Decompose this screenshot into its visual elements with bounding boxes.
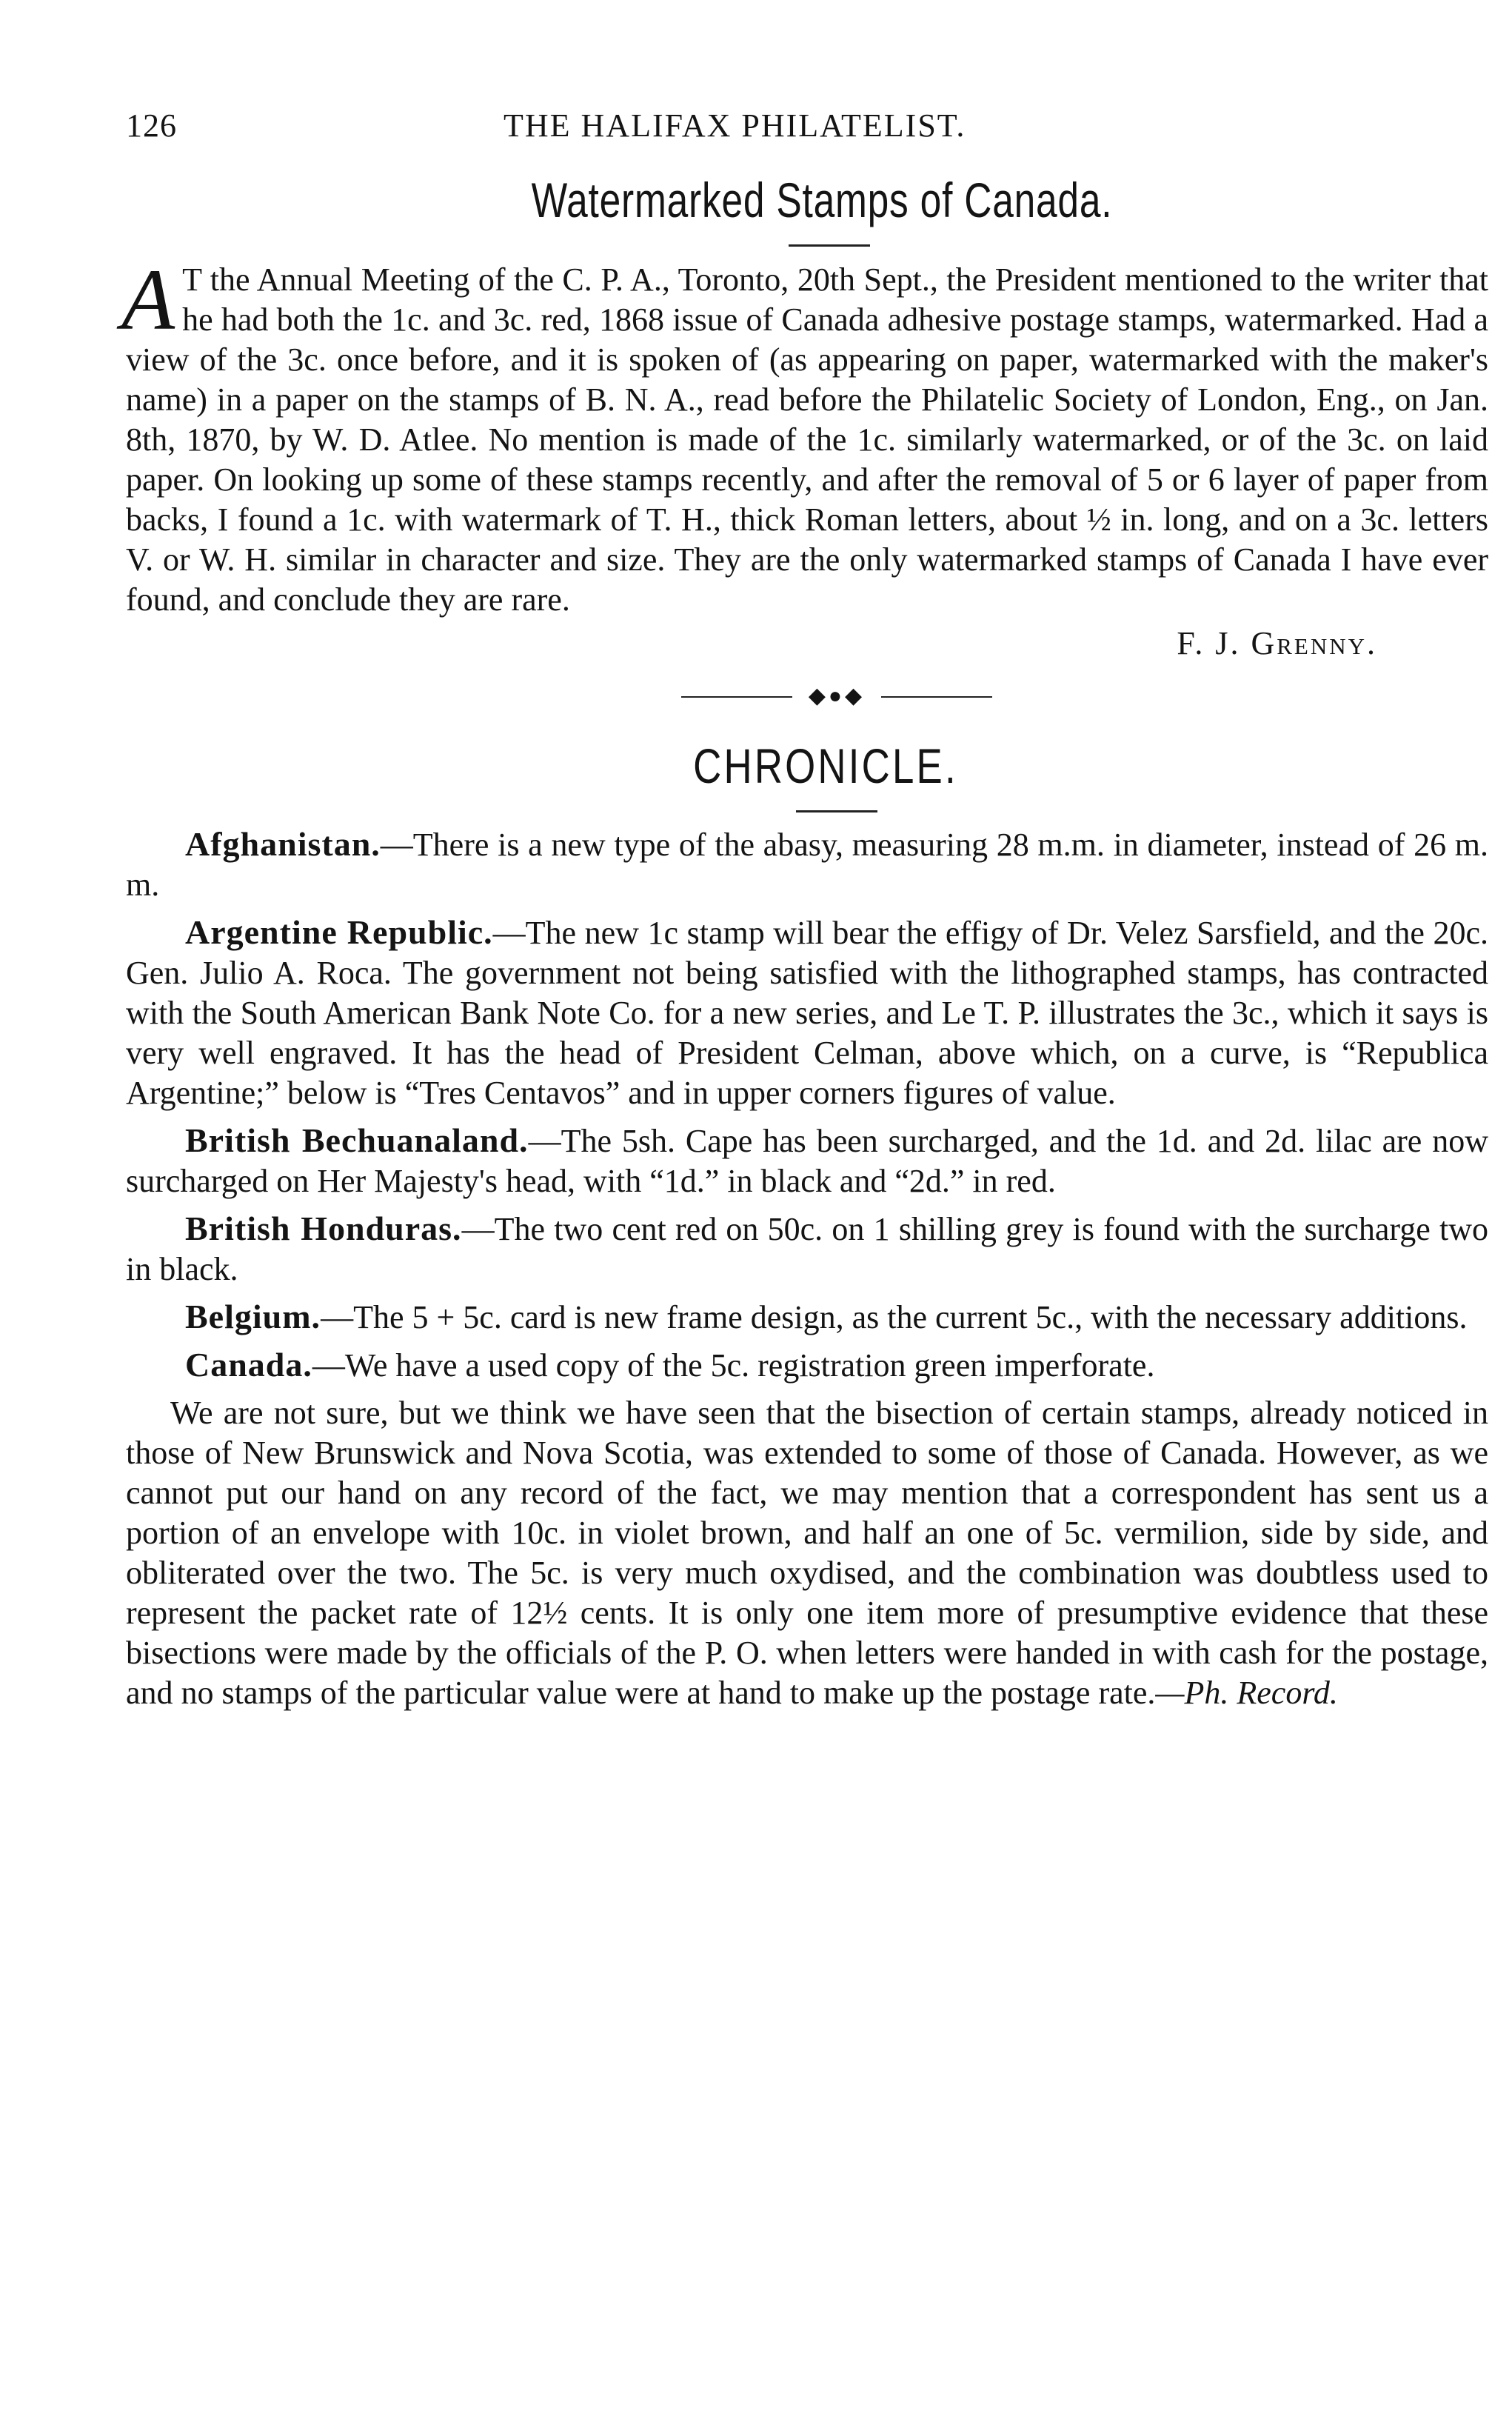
journal-title: THE HALIFAX PHILATELIST. <box>504 107 966 144</box>
chronicle-entry-british-bechuanaland <box>126 1121 1488 1201</box>
article-text: T the Annual Meeting of the C. P. A., Toronto, 20th Sept., the President mentioned to the writer that he had both the 1c. and 3c. red, 1868 issue of Canada adhesive postage stamps, watermarked. Had a view of the 3c. once before, and it is spoken of (as appearing on paper, watermarked with the maker's name) in a paper on the stamps of B. N. A., read before the Philatelic Society of London, Eng., on Jan. 8th, 1870, by W. D. Atlee. No mention is made of the 1c. similarly watermarked, or of the 3c. on laid paper. On looking up some of these stamps recently, and after the removal of 5 or 6 layer of paper from backs, I found a 1c. with watermark of T. H., thick Roman letters, about ½ in. long, and on a 3c. letters V. or W. H. similar in character and size. They are the only watermarked stamps of Canada I have ever found, and conclude they are rare. <box>126 261 1488 618</box>
entry-text: —There is a new type of the abasy, measuring 28 m.m. in diameter, instead of 26 m. m. <box>126 827 1488 903</box>
chronicle-entry-british-honduras <box>126 1209 1488 1289</box>
chronicle-closing-paragraph <box>126 1393 1488 1713</box>
chronicle-title: CHRONICLE. <box>693 738 958 793</box>
chronicle-entry-belgium <box>126 1297 1488 1338</box>
entry-heading: British Honduras. <box>185 1209 462 1247</box>
drop-cap: A <box>121 251 175 348</box>
entry-heading: Belgium. <box>185 1298 321 1335</box>
ornament-mark: ◆●◆ <box>808 684 866 708</box>
entry-text: —The two cent red on 50c. on 1 shilling grey is found with the surcharge two in black. <box>126 1211 1488 1287</box>
entry-text: —The new 1c stamp will bear the effigy of Dr. Velez Sarsfield, and the 20c. Gen. Julio A. Roca. The government not being satisfied with the lithographed stamps, has contracted with the South American Bank Note Co. for a new series, and Le T. P. illustrates the 3c., which it says is very well engraved. It has the head of President Celman, above which, on a curve, is “Republica Argentine;” below is “Tres Centavos” and in upper corners figures of value. <box>126 915 1488 1111</box>
running-head <box>126 96 1488 156</box>
article-title: Watermarked Stamps of Canada. <box>531 173 1113 227</box>
closing-text: We are not sure, but we think we have seen that the bisection of certain stamps, already noticed in those of New Brunswick and Nova Scotia, was extended to some of those of Canada. However, as we cannot put our hand on any record of the fact, we may mention that a correspondent has sent us a portion of an envelope with 10c. in violet brown, and half an one of 5c. vermilion, side by side, and obliterated over the two. The 5c. is very much oxydised, and the combination was doubtless used to represent the packet rate of 12½ cents. It is only one item more of presumptive evidence that these bisections were made by the officials of the P. O. when letters were handed in with cash for the postage, and no stamps of the particular value were at hand to make up the postage rate. <box>126 1395 1488 1711</box>
article-paragraph <box>121 251 1488 620</box>
ornament-rule-left <box>681 696 792 698</box>
entry-heading: British Bechuanaland. <box>185 1121 529 1159</box>
entry-text: —The 5sh. Cape has been surcharged, and the 1d. and 2d. lilac are now surcharged on Her Majesty's head, with “1d.” in black and “2d.” in red. <box>126 1123 1488 1199</box>
entry-text: —The 5 + 5c. card is new frame design, as the current 5c., with the necessary additions. <box>321 1299 1468 1335</box>
entry-heading: Afghanistan. <box>185 825 381 863</box>
closing-source: —Ph. Record. <box>1155 1675 1338 1711</box>
article-signature: F. J. Grenny. <box>1177 625 1377 661</box>
entry-text: —We have a used copy of the 5c. registration green imperforate. <box>312 1347 1155 1384</box>
chronicle-entry-argentine-republic <box>126 912 1488 1113</box>
chronicle-rule <box>796 810 877 812</box>
ornament-rule-right <box>881 696 992 698</box>
section-ornament <box>681 683 992 713</box>
page-number: 126 <box>126 107 177 144</box>
chronicle-entry-afghanistan <box>126 824 1488 905</box>
entry-heading: Argentine Republic. <box>185 913 493 951</box>
document-page <box>121 96 1488 1713</box>
title-rule <box>789 244 870 247</box>
chronicle-entry-canada <box>126 1345 1488 1386</box>
entry-heading: Canada. <box>185 1346 312 1384</box>
